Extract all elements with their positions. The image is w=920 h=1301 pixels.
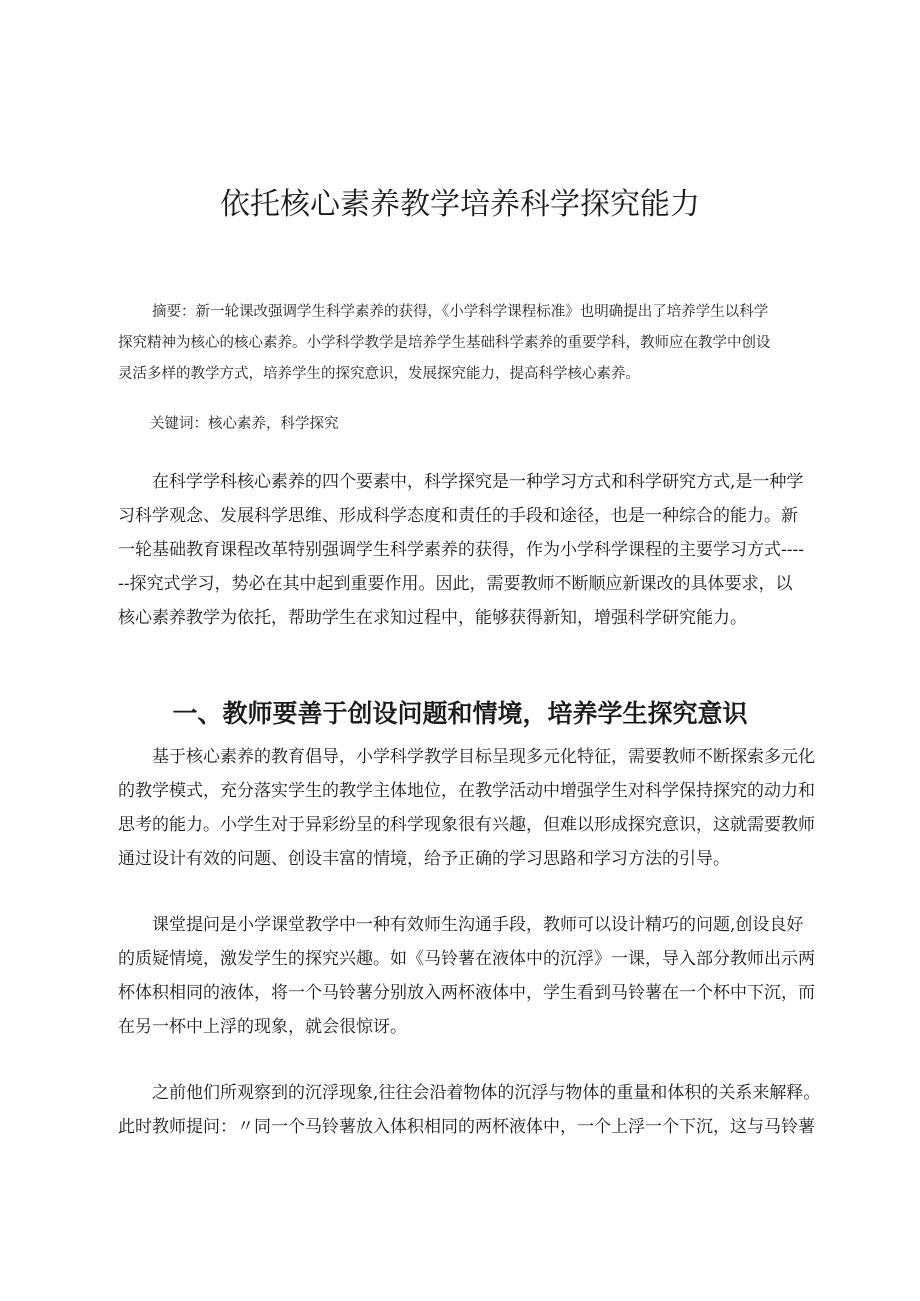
abstract (118, 297, 818, 390)
paragraph-line: 此时教师提问：〃同一个马铃薯放入体积相同的两杯液体中，一个上浮一个下沉，这与马铃薯 (118, 1117, 815, 1137)
paragraph-line: 在科学学科核心素养的四个要素中，科学探究是一种学习方式和科学研究方式,是一种学 (152, 472, 804, 492)
paragraph-line: --探究式学习，势必在其中起到重要作用。因此，需要教师不断顺应新课改的具体要求，以 (118, 574, 793, 594)
paragraph-line: 习科学观念、发展科学思维、形成科学态度和责任的手段和途径，也是一种综合的能力。新 (118, 506, 798, 526)
paragraph-line: 核心素养教学为依托，帮助学生在求知过程中，能够获得新知，增强科学研究能力。 (118, 608, 747, 628)
paragraph-line: 的教学模式，充分落实学生的教学主体地位，在教学活动中增强学生对科学保持探究的动力和 (118, 781, 815, 801)
section-paragraph (118, 1076, 821, 1144)
section-heading: 一、教师要善于创设问题和情境，培养学生探究意识 (172, 698, 748, 728)
section-paragraph (118, 908, 818, 1044)
paragraph-line: 的质疑情境，激发学生的探究兴趣。如《马铃薯在液体中的沉浮》一课，导入部分教师出示两 (118, 949, 815, 969)
section-paragraph (118, 740, 818, 876)
paragraph-line: 课堂提问是小学课堂教学中一种有效师生沟通手段，教师可以设计精巧的问题,创设良好 (152, 915, 804, 935)
abstract-line: 灵活多样的教学方式，培养学生的探究意识，发展探究能力，提高科学核心素养。 (118, 366, 640, 382)
abstract-line: 摘要：新一轮课改强调学生科学素养的获得，《小学科学课程标准》也明确提出了培养学生以科学 (152, 304, 769, 320)
paragraph-line: 基于核心素养的教育倡导，小学科学教学目标呈现多元化特征，需要教师不断探索多元化 (152, 747, 815, 767)
paragraph-line: 一轮基础教育课程改革特别强调学生科学素养的获得，作为小学科学课程的主要学习方式---- (118, 540, 804, 560)
paragraph-line: 之前他们所观察到的沉浮现象,往往会沿着物体的沉浮与物体的重量和体积的关系来解释。 (152, 1083, 821, 1103)
paragraph-line: 在另一杯中上浮的现象，就会很惊讶。 (118, 1017, 407, 1037)
intro-paragraph (118, 465, 818, 635)
paragraph-line: 杯体积相同的液体，将一个马铃薯分别放入两杯液体中，学生看到马铃薯在一个杯中下沉，而 (118, 983, 815, 1003)
abstract-line: 探究精神为核心的核心素养。小学科学教学是培养学生基础科学素养的重要学科，教师应在教学中创设 (118, 335, 771, 351)
paragraph-line: 通过设计有效的问题、创设丰富的情境，给予正确的学习思路和学习方法的引导。 (118, 849, 730, 869)
document-title: 依托核心素养教学培养科学探究能力 (220, 187, 700, 223)
keywords: 关键词：核心素养，科学探究 (150, 416, 339, 432)
paragraph-line: 思考的能力。小学生对于异彩纷呈的科学现象很有兴趣，但难以形成探究意识，这就需要教师 (118, 815, 815, 835)
